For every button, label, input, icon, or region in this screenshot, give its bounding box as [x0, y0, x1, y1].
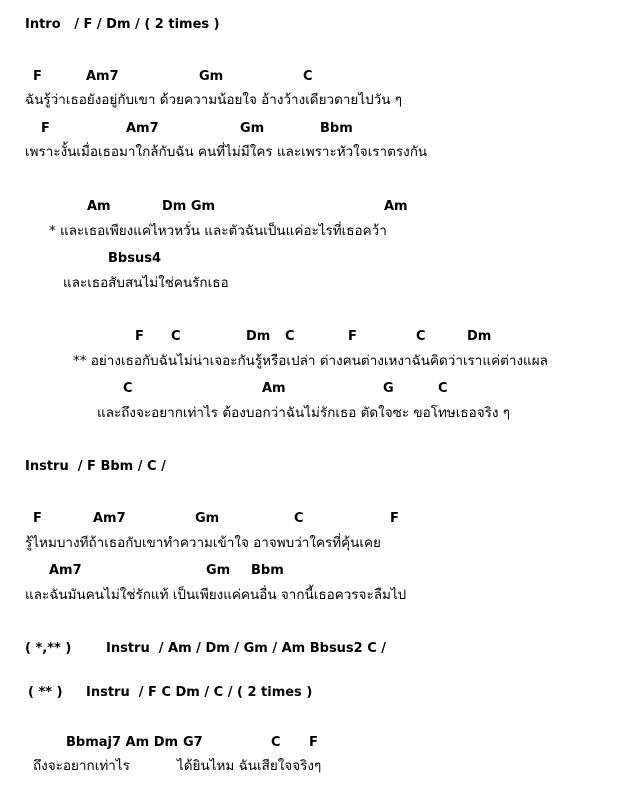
lyric-line: ถึงจะอยากเท่าไร — [33, 758, 130, 774]
lyric-line: และเธอสับสนไม่ใช่คนรักเธอ — [63, 275, 229, 291]
lyric-line: และถึงจะอยากเท่าไร ต้องบอกว่าฉันไม่รักเธอ ตัดใจซะ ขอโทษเธอจริง ๆ — [97, 405, 511, 421]
chord: C — [271, 735, 281, 750]
repeat-instru-line: Instru / Am / Dm / Gm / Am Bbsus2 C / — [106, 641, 387, 656]
chord: Am — [384, 199, 408, 214]
chord: C — [416, 329, 426, 344]
lyric-line: และฉันมันคนไม่ใช่รักแท้ เป็นเพียงแค่คนอื่น จากนี้เธอควรจะลืมไป — [25, 587, 407, 603]
chord: Gm — [240, 121, 265, 136]
chord: Am7 — [93, 511, 126, 526]
chord: C — [303, 69, 313, 84]
chord: F — [309, 735, 318, 750]
instru-line: Instru / F Bbm / C / — [25, 459, 166, 474]
chord: C — [285, 329, 295, 344]
chord: Am7 — [126, 121, 159, 136]
chord-line — [0, 736, 621, 752]
chord: C — [438, 381, 448, 396]
repeat-label: ( ** ) — [28, 685, 63, 700]
lyric-line: เพราะงั้นเมื่อเธอมาใกล้กับฉัน คนที่ไม่มีใคร และเพราะหัวใจเราตรงกัน — [25, 144, 428, 160]
chord-line — [0, 200, 621, 216]
repeat-instru-line: Instru / F C Dm / C / ( 2 times ) — [86, 685, 313, 700]
chord: Dm — [467, 329, 492, 344]
lyric-line: ฉันรู้ว่าเธอยังอยู่กับเขา ด้วยความน้อยใจ อ้างว้างเดียวดายไปวัน ๆ — [25, 92, 403, 108]
chord-line — [0, 512, 621, 528]
chord: F — [33, 511, 42, 526]
chord: C — [294, 511, 304, 526]
chord-line — [0, 330, 621, 346]
chord: Gm — [206, 563, 231, 578]
chord: Am7 — [86, 69, 119, 84]
chord: Bbmaj7 Am Dm — [66, 735, 179, 750]
repeat-label: ( *,** ) — [25, 641, 72, 656]
lyric-line: * และเธอเพียงแค่ไหวหวั่น และตัวฉันเป็นแค่อะไรที่เธอคว้า — [49, 223, 387, 239]
chord: F — [41, 121, 50, 136]
lyric-line: ** อย่างเธอกับฉันไม่น่าเจอะกันรู้หรือเปล่า ต่างคนต่างเหงาฉันคิดว่าเราแค่ต่างแผล — [73, 353, 548, 369]
chord-line — [0, 122, 621, 138]
chord: Bbsus4 — [108, 251, 161, 266]
chord: F — [348, 329, 357, 344]
chord: C — [123, 381, 133, 396]
chord: C — [171, 329, 181, 344]
chord: Am — [262, 381, 286, 396]
chord: Bbm — [251, 563, 284, 578]
chord-line — [0, 564, 621, 580]
chord: Dm — [246, 329, 271, 344]
chord: F — [135, 329, 144, 344]
chord-line — [0, 70, 621, 86]
lyric-line: ได้ยินไหม ฉันเสียใจจริงๆ — [177, 758, 322, 774]
chord: F — [390, 511, 399, 526]
chord: Bbm — [320, 121, 353, 136]
chord: Gm — [199, 69, 224, 84]
chord-line — [0, 252, 621, 268]
chord: G — [383, 381, 394, 396]
chord: F — [33, 69, 42, 84]
chord: Am7 — [49, 563, 82, 578]
intro-line: Intro / F / Dm / ( 2 times ) — [25, 17, 220, 32]
chord-line — [0, 382, 621, 398]
lyric-line: รู้ไหมบางทีถ้าเธอกับเขาทำความเข้าใจ อาจพบว่าใครที่คุ้นเคย — [25, 535, 381, 551]
chord: Dm Gm — [162, 199, 216, 214]
chord: G7 — [183, 735, 203, 750]
chord: Gm — [195, 511, 220, 526]
chord: Am — [87, 199, 111, 214]
